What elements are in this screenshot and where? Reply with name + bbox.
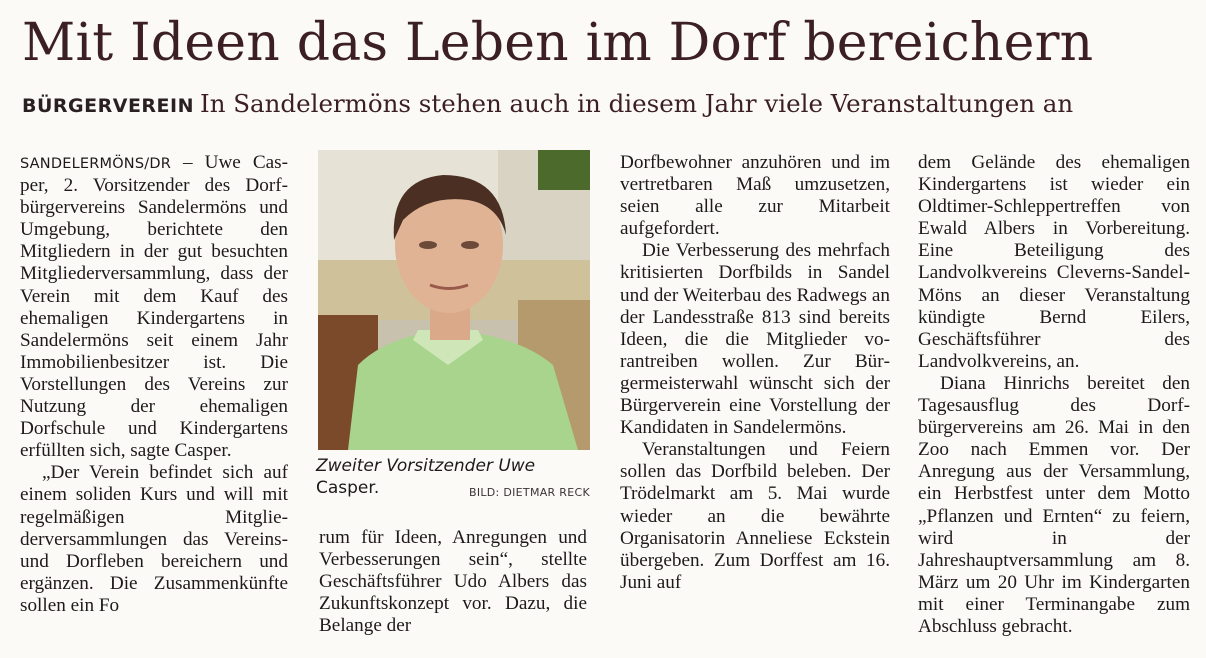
caption-rest: Casper.: [316, 478, 380, 498]
column-3: [620, 152, 890, 642]
paragraph: [20, 152, 288, 462]
subheadline: [22, 86, 1197, 125]
paragraph: dem Gelände des ehemaligen Kindergartens ist wieder ein Oldtimer-Schleppertreffen von Ewald Albers in Vorbereitung. Eine Beteiligung des Landvolkvereins Cleverns-Sandel-Möns an dieser Veranstaltung kündigte Bernd Eilers, Geschäftsführer des Landvolkvereins, an.: [918, 152, 1190, 372]
article-headline: Mit Ideen das Leben im Dorf bereichern: [22, 13, 1094, 73]
paragraph: Veranstaltungen und Feiern sollen das Dorfbild beleben. Der Trödelmarkt am 5. Mai wurde wieder an die bewährte Organisatorin Anneliese Eckstein übergeben. Zum Dorffest am 16. Juni auf: [620, 439, 890, 593]
column-2: [319, 527, 587, 647]
caption-italic: Zweiter Vorsitzender Uwe: [316, 456, 536, 476]
paragraph: Die Verbesserung des mehrfach kritisierten Dorfbilds in Sandel und der Weiterbau des Radwegs an der Landesstraße 813 sind bereits Ideen, die die Mitglieder vorantreiben wollen. Zur Bürgermeisterwahl wünscht sich der Bürgerverein eine Vorstellung der Kandidaten in Sandelermöns.: [620, 240, 890, 439]
lead-text: – Uwe Casper, 2. Vorsitzender des Dorfbürgervereins Sandelermöns und Umgebung, berichtete den Mitgliedern in der gut besuchten Mitgliederversammlung, dass der Verein mit dem Kauf des ehemaligen Kindergartens in Sandelermöns seit einem Jahr Immobilienbesitzer ist. Die Vorstellungen des Vereins zur Nutzung der ehemaligen Dorfschule und Kindergartens erfüllten sich, sagte Casper.: [20, 152, 288, 462]
deck: In Sandelermöns stehen auch in diesem Jahr viele Veranstaltungen an: [200, 89, 1074, 118]
paragraph: „Der Verein befindet sich auf einem soliden Kurs und will mit regelmäßigen Mitgliederversammlungen das Vereins- und Dorfleben bereichern und ergänzen. Die Zusammenkünfte sollen ein Fo: [20, 462, 288, 616]
portrait-image: [318, 150, 590, 450]
paragraph: Diana Hinrichs bereitet den Tagesausflug des Dorfbürgervereins am 26. Mai in den Zoo nach Emmen vor. Der Anregung aus der Versammlung, ein Herbstfest unter dem Motto „Pflanzen und Ernten“ zu feiern, wird in der Jahreshauptversammlung am 8. März um 20 Uhr im Kindergarten mit einer Terminangabe zum Abschluss gebracht.: [918, 372, 1190, 637]
paragraph: Dorfbewohner anzuhören und im vertretbaren Maß umzusetzen, seien alle zur Mitarbeit aufgefordert.: [620, 152, 890, 240]
portrait-photo: [318, 150, 590, 450]
column-1: [20, 152, 288, 642]
kicker: BÜRGERVEREIN: [22, 95, 195, 117]
paragraph: rum für Ideen, Anregungen und Verbesserungen sein“, stellte Geschäftsführer Udo Albers das Zukunftskonzept vor. Dazu, die Belange der: [319, 527, 587, 637]
photo-credit: BILD: DIETMAR RECK: [468, 486, 590, 499]
column-4: [918, 152, 1190, 642]
dateline: SANDELERMÖNS/DR: [20, 156, 171, 172]
photo-caption: [316, 455, 592, 505]
